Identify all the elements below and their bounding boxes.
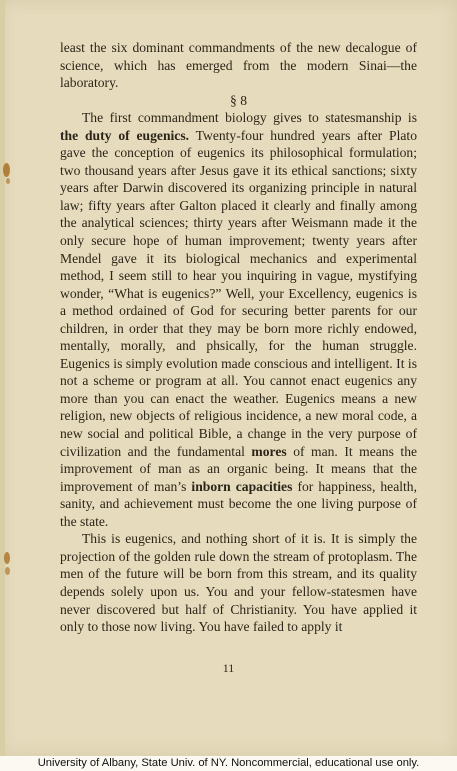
para1-text-d: for happiness, health, sanity, and achievement must become the one living purpose of the state. (60, 478, 417, 529)
footer-caption: University of Albany, State Univ. of NY. Noncommercial, educational use only. (0, 756, 457, 771)
paragraph-2: This is eugenics, and nothing short of it is. It is simply the projection of the golden rule down the stream of protoplasm. The men of the future will be born from this stream, and its quality depends solely upon us. You and your fellow-statesmen have never discovered but half of Christianity. You have applied it only to those now living. You have failed to apply it (60, 531, 417, 635)
para1-bold-c: inborn capacities (191, 478, 293, 494)
para1-text-c: of man. It means the improvement of man as an organic being. It means that the improvement of man’s (60, 443, 418, 494)
para1-text-b: Twenty-four hundred years after Plato gave the conception of eugenics its philosophical formulation; two thousand years after Jesus gave it its ethical sanctions; sixty years after Darwin discovered its organizing principle in natural law; fifty years after Galton placed it clearly and finally among the analytical sciences; thirty years after Weismann made it the only secure hope of human improvement; twenty years after Mendel gave it its biological mechanics and experimental method, I seem still to hear you inquiring in vague, mystifying wonder, “What is eugenics?” Well, your Excellency, eugenics is a method ordained of God for securing better parents for our children, in order that they may be born more richly endowed, mentally, morally, and phsically, for the human struggle. Eugenics is simply evolution made conscious and intelligent. It is not a scheme or program at all. You cannot enact eugenics any more than you can enact the weather. Eugenics means a new religion, new objects of religious incidence, a new moral code, a new social and political Bible, a change in the very purpose of civilization and the fundamental (60, 127, 417, 459)
lead-paragraph: least the six dominant commandments of the new decalogue of science, which has emerged from the modern Sinai—the laboratory. (60, 40, 417, 91)
stain-mark (3, 163, 10, 177)
stain-mark (6, 178, 10, 184)
para1-bold-b: mores (251, 443, 287, 459)
stain-mark (5, 567, 10, 575)
body-text (60, 39, 417, 636)
stain-mark (4, 552, 10, 564)
page-edge (0, 0, 5, 756)
page-number: 11 (222, 661, 235, 675)
paragraph-1 (60, 109, 417, 530)
para1-bold-a: the duty of eugenics. (60, 127, 190, 143)
section-heading: § 8 (230, 92, 247, 108)
para1-text-a: The first commandment biology gives to statesmanship is (82, 110, 417, 126)
